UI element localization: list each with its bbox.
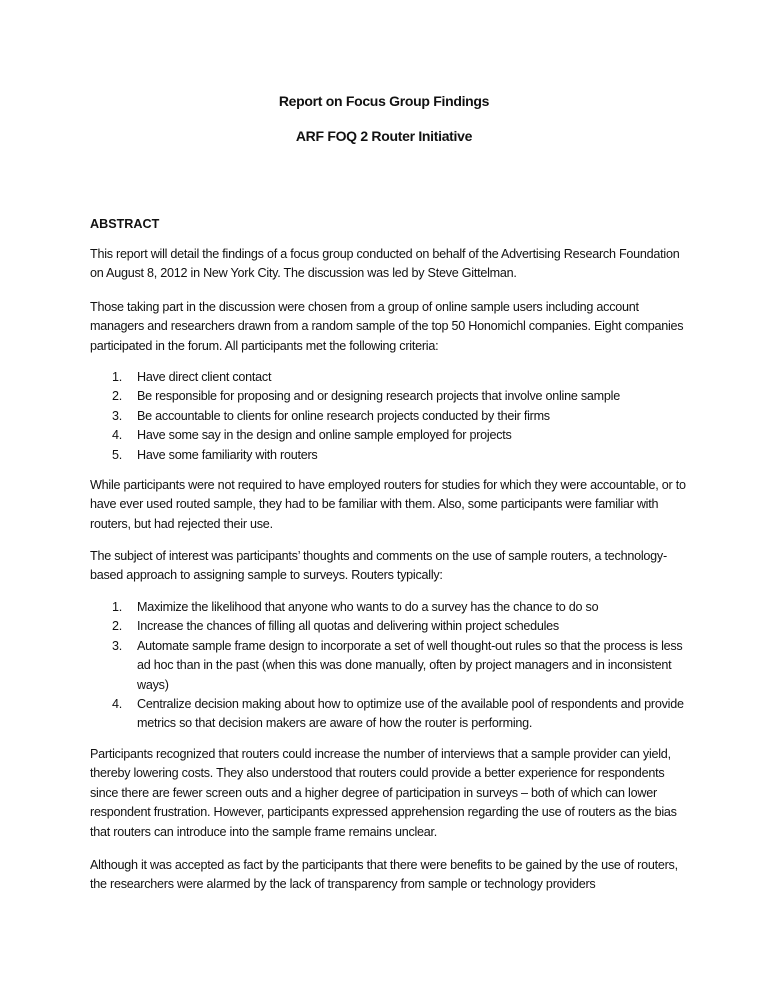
paragraph-participants [90, 298, 686, 356]
paragraph-intro [90, 245, 686, 284]
paragraph-text: Those taking part in the discussion were chosen from a group of online sample users including account managers and researchers drawn from a random sample of the top 50 Honomichl companies. Eight companies participated in the forum. All participants met the following criteria: [90, 300, 684, 353]
paragraph-text: Participants recognized that routers could increase the number of interviews that a sample provider can yield, thereby lowering costs. They also understood that routers could provide a better experience for respondents since there are fewer screen outs and a higher degree of participation in surveys – both of which can lower respondent frustration. However, participants expressed apprehension regarding the use of routers as the bias that routers can introduce into the sample frame remains unclear. [90, 747, 677, 839]
list-item: 5. Have some familiarity with routers [112, 447, 318, 462]
paragraph-transparency [90, 856, 686, 895]
paragraph-benefits [90, 745, 686, 842]
list-item: 4. Have some say in the design and online sample employed for projects [112, 428, 512, 443]
list-item: 2. Increase the chances of filling all quotas and delivering within project schedules [112, 619, 559, 634]
paragraph-subject [90, 547, 686, 586]
paragraph-text: This report will detail the findings of a focus group conducted on behalf of the Advertising Research Foundation on August 8, 2012 in New York City. The discussion was led by Steve Gittelman. [90, 247, 680, 281]
paragraph-text: Although it was accepted as fact by the participants that there were benefits to be gained by the use of routers, the researchers were alarmed by the lack of transparency from sample or technology providers [90, 858, 678, 892]
criteria-list [90, 368, 686, 465]
list-item: 1. Maximize the likelihood that anyone who wants to do a survey has the chance to do so [112, 600, 599, 614]
paragraph-requirements [90, 476, 686, 534]
list-item: 3. Automate sample frame design to incorporate a set of well thought-out rules so that the process is less ad hoc than in the past (when this was done manually, often by project managers and in inconsistent ways) [112, 638, 683, 692]
paragraph-text: The subject of interest was participants’ thoughts and comments on the use of sample routers, a technology-based approach to assigning sample to surveys. Routers typically: [90, 549, 667, 583]
router-functions-list [90, 598, 686, 734]
report-subtitle: ARF FOQ 2 Router Initiative [295, 128, 473, 144]
paragraph-text: While participants were not required to have employed routers for studies for which they were accountable, or to have ever used routed sample, they had to be familiar with them. Also, some participants were familiar with routers, but had rejected their use. [90, 478, 686, 531]
abstract-heading: ABSTRACT [90, 217, 160, 231]
list-item: 3. Be accountable to clients for online research projects conducted by their firms [112, 408, 550, 423]
report-title: Report on Focus Group Findings [278, 93, 490, 109]
list-item: 2. Be responsible for proposing and or designing research projects that involve online sample [112, 389, 620, 404]
list-item: 1. Have direct client contact [112, 370, 272, 384]
list-item: 4. Centralize decision making about how to optimize use of the available pool of respondents and provide metrics so that decision makers are aware of how the router is performing. [112, 697, 684, 731]
